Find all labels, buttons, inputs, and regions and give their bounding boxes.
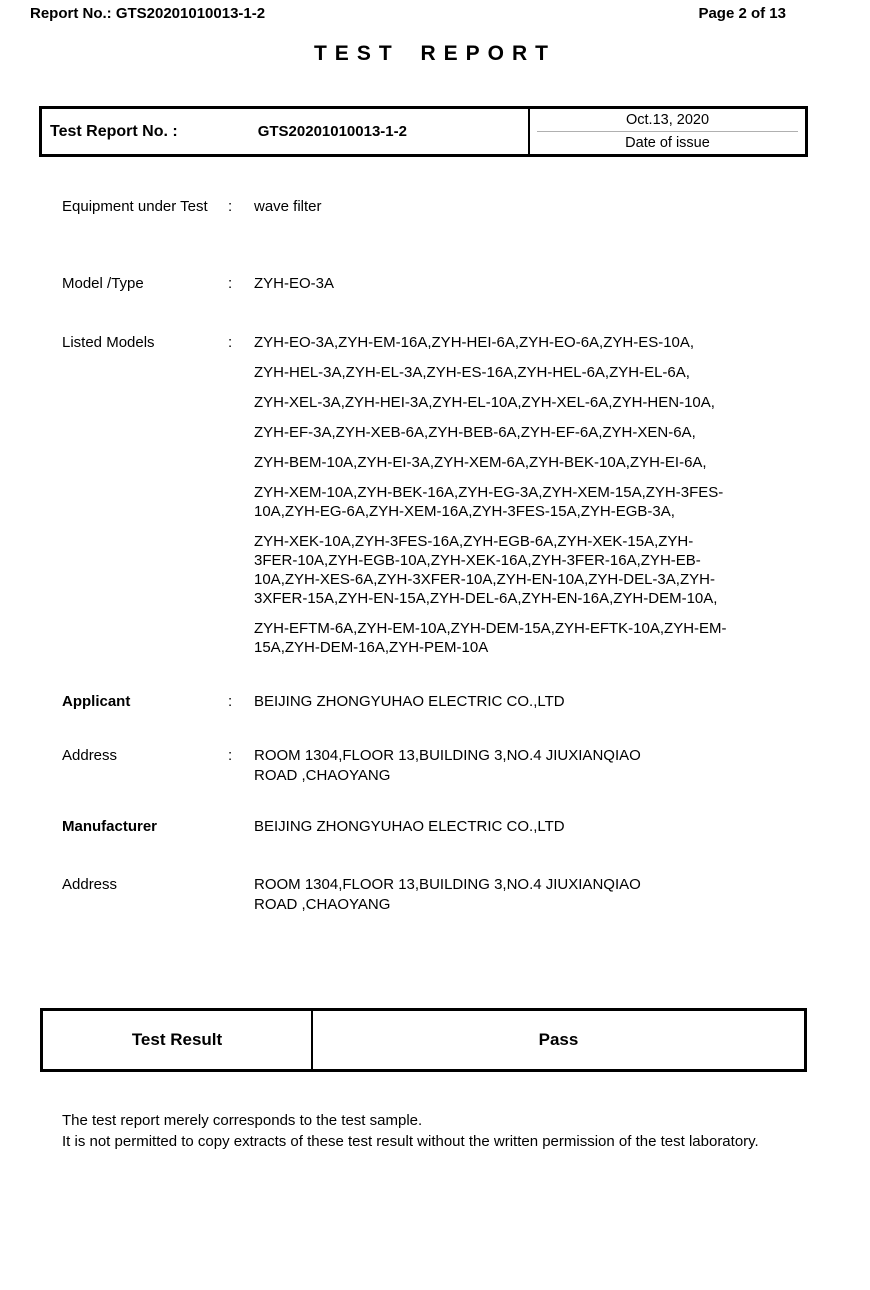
listed-models-line: 3XFER-15A,ZYH-EN-15A,ZYH-DEL-6A,ZYH-EN-16A,ZYH-DEM-10A, [254, 590, 718, 607]
listed-models-line: ZYH-EFTM-6A,ZYH-EM-10A,ZYH-DEM-15A,ZYH-EFTK-10A,ZYH-EM- [254, 620, 727, 637]
field-colon: : [228, 198, 233, 215]
field-label: Address [62, 747, 118, 764]
field-label: Model /Type [62, 275, 144, 292]
field-colon: : [228, 693, 233, 710]
field-applicant [62, 692, 565, 712]
report-number-table [39, 106, 808, 157]
listed-models-line: 3FER-10A,ZYH-EGB-10A,ZYH-XEK-16A,ZYH-3FER-16A,ZYH-EB- [254, 552, 701, 569]
issue-date-label: Date of issue [625, 135, 710, 151]
field-model-type [62, 274, 334, 294]
field-value [254, 875, 641, 915]
listed-models-paragraph [254, 483, 727, 521]
report-number-cell [42, 109, 528, 154]
listed-models-line: 10A,ZYH-EG-6A,ZYH-XEM-16A,ZYH-3FES-15A,ZYH-EGB-3A, [254, 503, 675, 520]
field-listed-models [62, 333, 727, 657]
field-label: Manufacturer [62, 818, 158, 835]
field-label: Applicant [62, 693, 131, 710]
listed-models-line: ZYH-BEM-10A,ZYH-EI-3A,ZYH-XEM-6A,ZYH-BEK-10A,ZYH-EI-6A, [254, 454, 707, 471]
field-label: Listed Models [62, 334, 155, 351]
listed-models-line: ZYH-EO-3A,ZYH-EM-16A,ZYH-HEI-6A,ZYH-EO-6A,ZYH-ES-10A, [254, 334, 695, 351]
field-value: BEIJING ZHONGYUHAO ELECTRIC CO.,LTD [254, 818, 565, 835]
field-colon: : [228, 747, 233, 764]
field-colon: : [228, 275, 233, 292]
listed-models-line: 15A,ZYH-DEM-16A,ZYH-PEM-10A [254, 639, 489, 656]
field-equipment-under-test [62, 197, 322, 217]
field-value [254, 746, 641, 786]
field-label: Address [62, 876, 118, 893]
listed-models-paragraph [254, 363, 727, 382]
listed-models-paragraph [254, 532, 727, 608]
field-value: BEIJING ZHONGYUHAO ELECTRIC CO.,LTD [254, 693, 565, 710]
listed-models-line: ZYH-XEK-10A,ZYH-3FES-16A,ZYH-EGB-6A,ZYH-XEK-15A,ZYH- [254, 533, 694, 550]
listed-models-paragraph [254, 333, 727, 352]
field-manufacturer [62, 817, 565, 837]
page-title: TEST REPORT [313, 42, 556, 65]
disclaimer [62, 1110, 834, 1152]
field-colon: : [228, 334, 233, 351]
test-result-label: Test Result [43, 1011, 313, 1069]
field-value: ZYH-EO-3A [254, 275, 335, 292]
listed-models-line: ZYH-XEM-10A,ZYH-BEK-16A,ZYH-EG-3A,ZYH-XEM-15A,ZYH-3FES- [254, 484, 724, 501]
listed-models-value [254, 333, 727, 657]
address-line: ROOM 1304,FLOOR 13,BUILDING 3,NO.4 JIUXIANQIAO [254, 747, 641, 764]
disclaimer-line-1: The test report merely corresponds to the test sample. [62, 1112, 423, 1129]
field-value: wave filter [254, 198, 322, 215]
listed-models-paragraph [254, 393, 727, 412]
report-number-value: GTS20201010013-1-2 [257, 123, 407, 140]
address-line: ROAD ,CHAOYANG [254, 896, 391, 913]
listed-models-paragraph [254, 453, 727, 472]
test-result-table [40, 1008, 807, 1072]
page-running-header [30, 5, 786, 22]
disclaimer-line-2: It is not permitted to copy extracts of these test result without the written permission of the test laboratory. [62, 1133, 759, 1150]
address-line: ROOM 1304,FLOOR 13,BUILDING 3,NO.4 JIUXIANQIAO [254, 876, 641, 893]
report-number-header: Report No.: GTS20201010013-1-2 [30, 5, 266, 22]
listed-models-paragraph [254, 619, 727, 657]
listed-models-line: ZYH-EF-3A,ZYH-XEB-6A,ZYH-BEB-6A,ZYH-EF-6A,ZYH-XEN-6A, [254, 424, 696, 441]
issue-date-value: Oct.13, 2020 [625, 112, 710, 128]
test-result-value: Pass [538, 1030, 579, 1049]
address-line: ROAD ,CHAOYANG [254, 767, 391, 784]
field-applicant-address [62, 746, 641, 786]
field-label: Equipment under Test [62, 198, 208, 215]
date-of-issue-cell [528, 109, 805, 154]
listed-models-line: ZYH-HEL-3A,ZYH-EL-3A,ZYH-ES-16A,ZYH-HEL-6A,ZYH-EL-6A, [254, 364, 690, 381]
listed-models-line: 10A,ZYH-XES-6A,ZYH-3XFER-10A,ZYH-EN-10A,ZYH-DEL-3A,ZYH- [254, 571, 715, 588]
listed-models-line: ZYH-XEL-3A,ZYH-HEI-3A,ZYH-EL-10A,ZYH-XEL-6A,ZYH-HEN-10A, [254, 394, 715, 411]
field-manufacturer-address [62, 875, 641, 915]
page-number: Page 2 of 13 [698, 5, 786, 22]
listed-models-paragraph [254, 423, 727, 442]
report-number-label: Test Report No. : [50, 122, 178, 140]
